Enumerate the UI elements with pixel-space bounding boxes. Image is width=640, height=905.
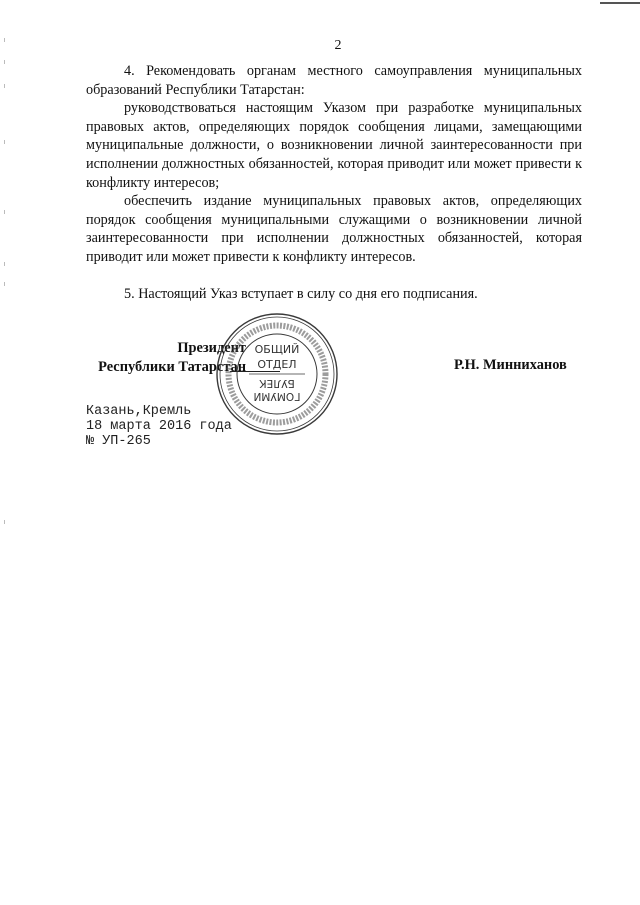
left-edge-scan-marks [4, 0, 8, 905]
seal-text-middle: ОТДЕЛ [257, 358, 297, 371]
paragraph-item-4: 4. Рекомендовать органам местного самоуправления муниципальных образований Республики Татарстан: [86, 63, 582, 98]
seal-text-bottom-1: БУЛЕК [259, 377, 295, 389]
paragraph-item-5: 5. Настоящий Указ вступает в силу со дня его подписания. [124, 285, 478, 302]
signer-name: Р.Н. Минниханов [454, 357, 567, 373]
paragraph-item-4-sub-2: обеспечить издание муниципальных правовых актов, определяющих порядок сообщения муниципальными служащими о возникновении личной заинтересованности при исполнении должностных обязанностей, которая приводит или может привести к конфликту интересов. [86, 193, 582, 265]
corner-scan-mark [600, 2, 640, 4]
decree-body [86, 62, 582, 303]
footer-date: 18 марта 2016 года [86, 419, 232, 434]
signature-title-line-1: Президент [177, 340, 246, 356]
footer-number: № УП-265 [86, 434, 151, 449]
seal-text-top: ОБЩИЙ [254, 343, 300, 356]
official-seal-stamp [214, 311, 340, 437]
page-number: 2 [334, 38, 342, 53]
footer-place: Казань,Кремль [86, 404, 192, 419]
decree-footer [86, 404, 232, 449]
paragraph-item-4-sub-1: руководствоваться настоящим Указом при разработке муниципальных правовых актов, определяющих порядок сообщения лицами, замещающими муниципальные должности, о возникновении личной заинтересованности при исполнении должностных обязанностей, которая приводит или может привести к конфликту интересов; [86, 100, 582, 191]
signature-title-line-2: Республики Татарстан [98, 358, 246, 375]
seal-text-bottom-2: ГОМУМИ [253, 390, 301, 402]
